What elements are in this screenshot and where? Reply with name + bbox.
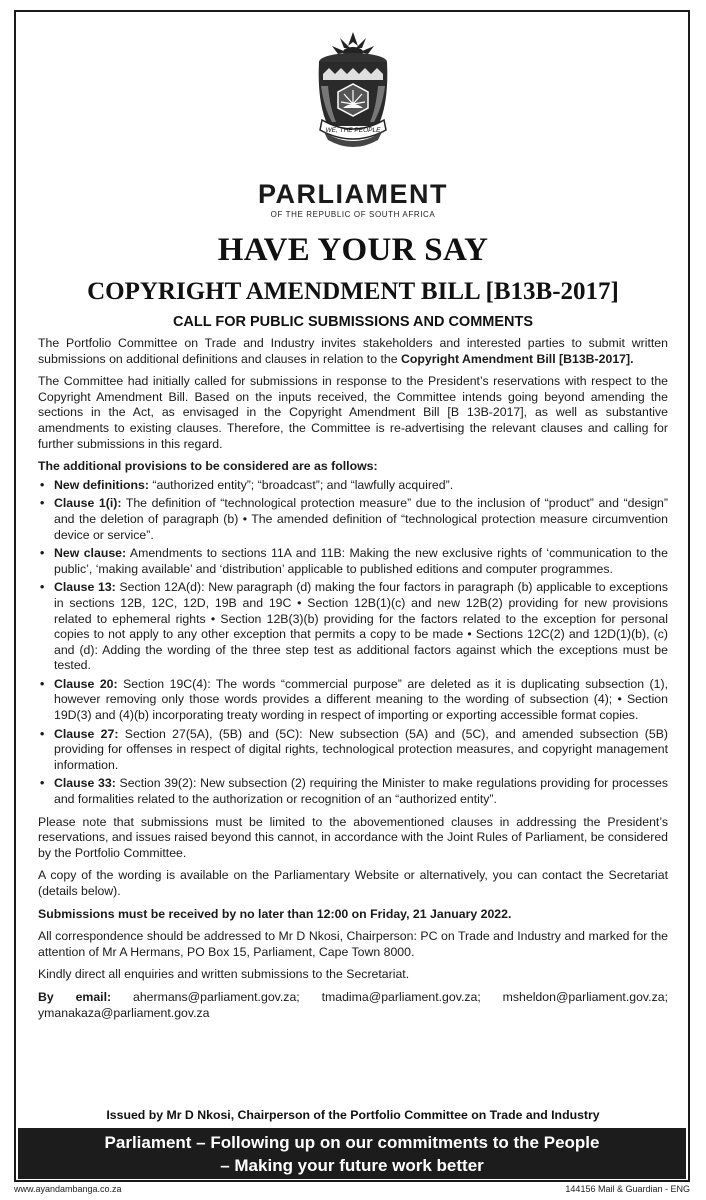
list-item: • New clause: Amendments to sections 11A and 11B: Making the new exclusive rights of ‘communication to the public’, ‘making available’ and ‘distribution’ applicable to published editions and computer programmes. [38,546,668,577]
email-contacts [38,990,668,1021]
list-item: • Clause 20: Section 19C(4): The words “commercial purpose” are deleted as it is duplicating subsection (1), however removing only those words provides a different meaning to the wording of subsection (4); • Section 19D(3) and (4)(b) incorporating treaty wording in respect of importing or exporting accessible format copies. [38,677,668,724]
parliament-crest-logo [288,28,418,158]
intro-paragraph [38,336,668,367]
provisions-list [38,478,668,808]
crest-motto: WE, THE PEOPLE [325,127,381,134]
organisation-name: PARLIAMENT [258,179,448,209]
notice-body [38,336,668,1028]
call-heading: CALL FOR PUBLIC SUBMISSIONS AND COMMENTS [172,314,534,330]
intro-bill-name: Copyright Amendment Bill [B13B-2017]. [400,351,634,366]
copy-availability: A copy of the wording is available on the Parliamentary Website or alternatively, you can contact the Secretariat (details below). [38,868,668,898]
provisions-heading: The additional provisions to be considered are as follows: [38,459,378,474]
agency-website[interactable]: www.ayandambanga.co.za [14,1184,122,1194]
postal-address: All correspondence should be addressed to Mr D Nkosi, Chairperson: PC on Trade and Industry and marked for the attention of Mr A Hermans, PO Box 15, Parliament, Cape Town 8000. [38,929,668,959]
list-item: • Clause 33: Section 39(2): New subsection (2) requiring the Minister to make regulations providing for processes and formalities related to the authorization or recognition of an “authorized entity”. [38,776,668,807]
list-item: • Clause 13: Section 12A(d): New paragraph (d) making the four factors in paragraph (b) applicable to exceptions in sections 12B, 12C, 12D, 19B and 19C • Section 12B(1)(c) and new 12B(2) providing for new provisions related to ephemeral rights • Section 12B(3)(b) providing for the factors related to the exception for personal copies to not apply to any other exception that permits a copy to be made • Sections 12C(2) and 12D(1)(b), (c) and (d): Adding the wording of the three step test as additional factors against which the exceptions must be tested. [38,580,668,674]
organisation-subtitle: OF THE REPUBLIC OF SOUTH AFRICA [270,210,436,219]
deadline: Submissions must be received by no later than 12:00 on Friday, 21 January 2022. [38,906,512,921]
issued-by: Issued by Mr D Nkosi, Chairperson of the Portfolio Committee on Trade and Industry [106,1108,600,1122]
list-item: • New definitions: “authorized entity”; “broadcast”; and “lawfully acquired”. [38,478,668,494]
slogan-line-1: Parliament – Following up on our commitments to the People [104,1133,600,1152]
email-addresses[interactable]: ahermans@parliament.gov.za; tmadima@parliament.gov.za; msheldon@parliament.gov.za; ymanakaza@parliament.gov.za [38,989,668,1020]
list-item: • Clause 1(i): The definition of “technological protection measure” due to the inclusion of “product” and “design” and the deletion of paragraph (b) • The amended definition of “technological protection measure circumvention device or service”. [38,496,668,543]
slogan-banner [18,1128,686,1179]
intro-text: The Portfolio Committee on Trade and Industry invites stakeholders and interested parties to submit written submissions on additional definitions and clauses in relation to the [38,336,668,366]
enquiries-note: Kindly direct all enquiries and written submissions to the Secretariat. [38,967,410,982]
publication-reference: 144156 Mail & Guardian - ENG [565,1184,690,1194]
background-paragraph: The Committee had initially called for submissions in response to the President’s reservations with respect to the Copyright Amendment Bill. Based on the inputs received, the Committee intends going beyond amending the sections in the Act, as envisaged in the Copyright Amendment Bill [B 13B-2017], as well as substantive amendments to existing clauses. Therefore, the Committee is re-advertising the relevant clauses and calling for further submissions in this regard. [38,374,668,451]
slogan-line-2: – Making your future work better [220,1156,484,1175]
list-item: • Clause 27: Section 27(5A), (5B) and (5C): New subsection (5A) and (5C), and amended subsection (5B) providing for offenses in respect of digital rights, technological protection measures, and copyright management information. [38,727,668,774]
organisation-brand [0,180,706,219]
page-title: HAVE YOUR SAY [217,232,489,268]
email-label: By email: [38,989,112,1004]
limitation-note: Please note that submissions must be limited to the abovementioned clauses in addressing the President’s reservations, and issues raised beyond this cannot, in accordance with the Joint Rules of Parliament, be considered by the Portfolio Committee. [38,814,668,860]
bill-title: COPYRIGHT AMENDMENT BILL [B13B-2017] [87,278,619,305]
print-footer [14,1184,690,1198]
